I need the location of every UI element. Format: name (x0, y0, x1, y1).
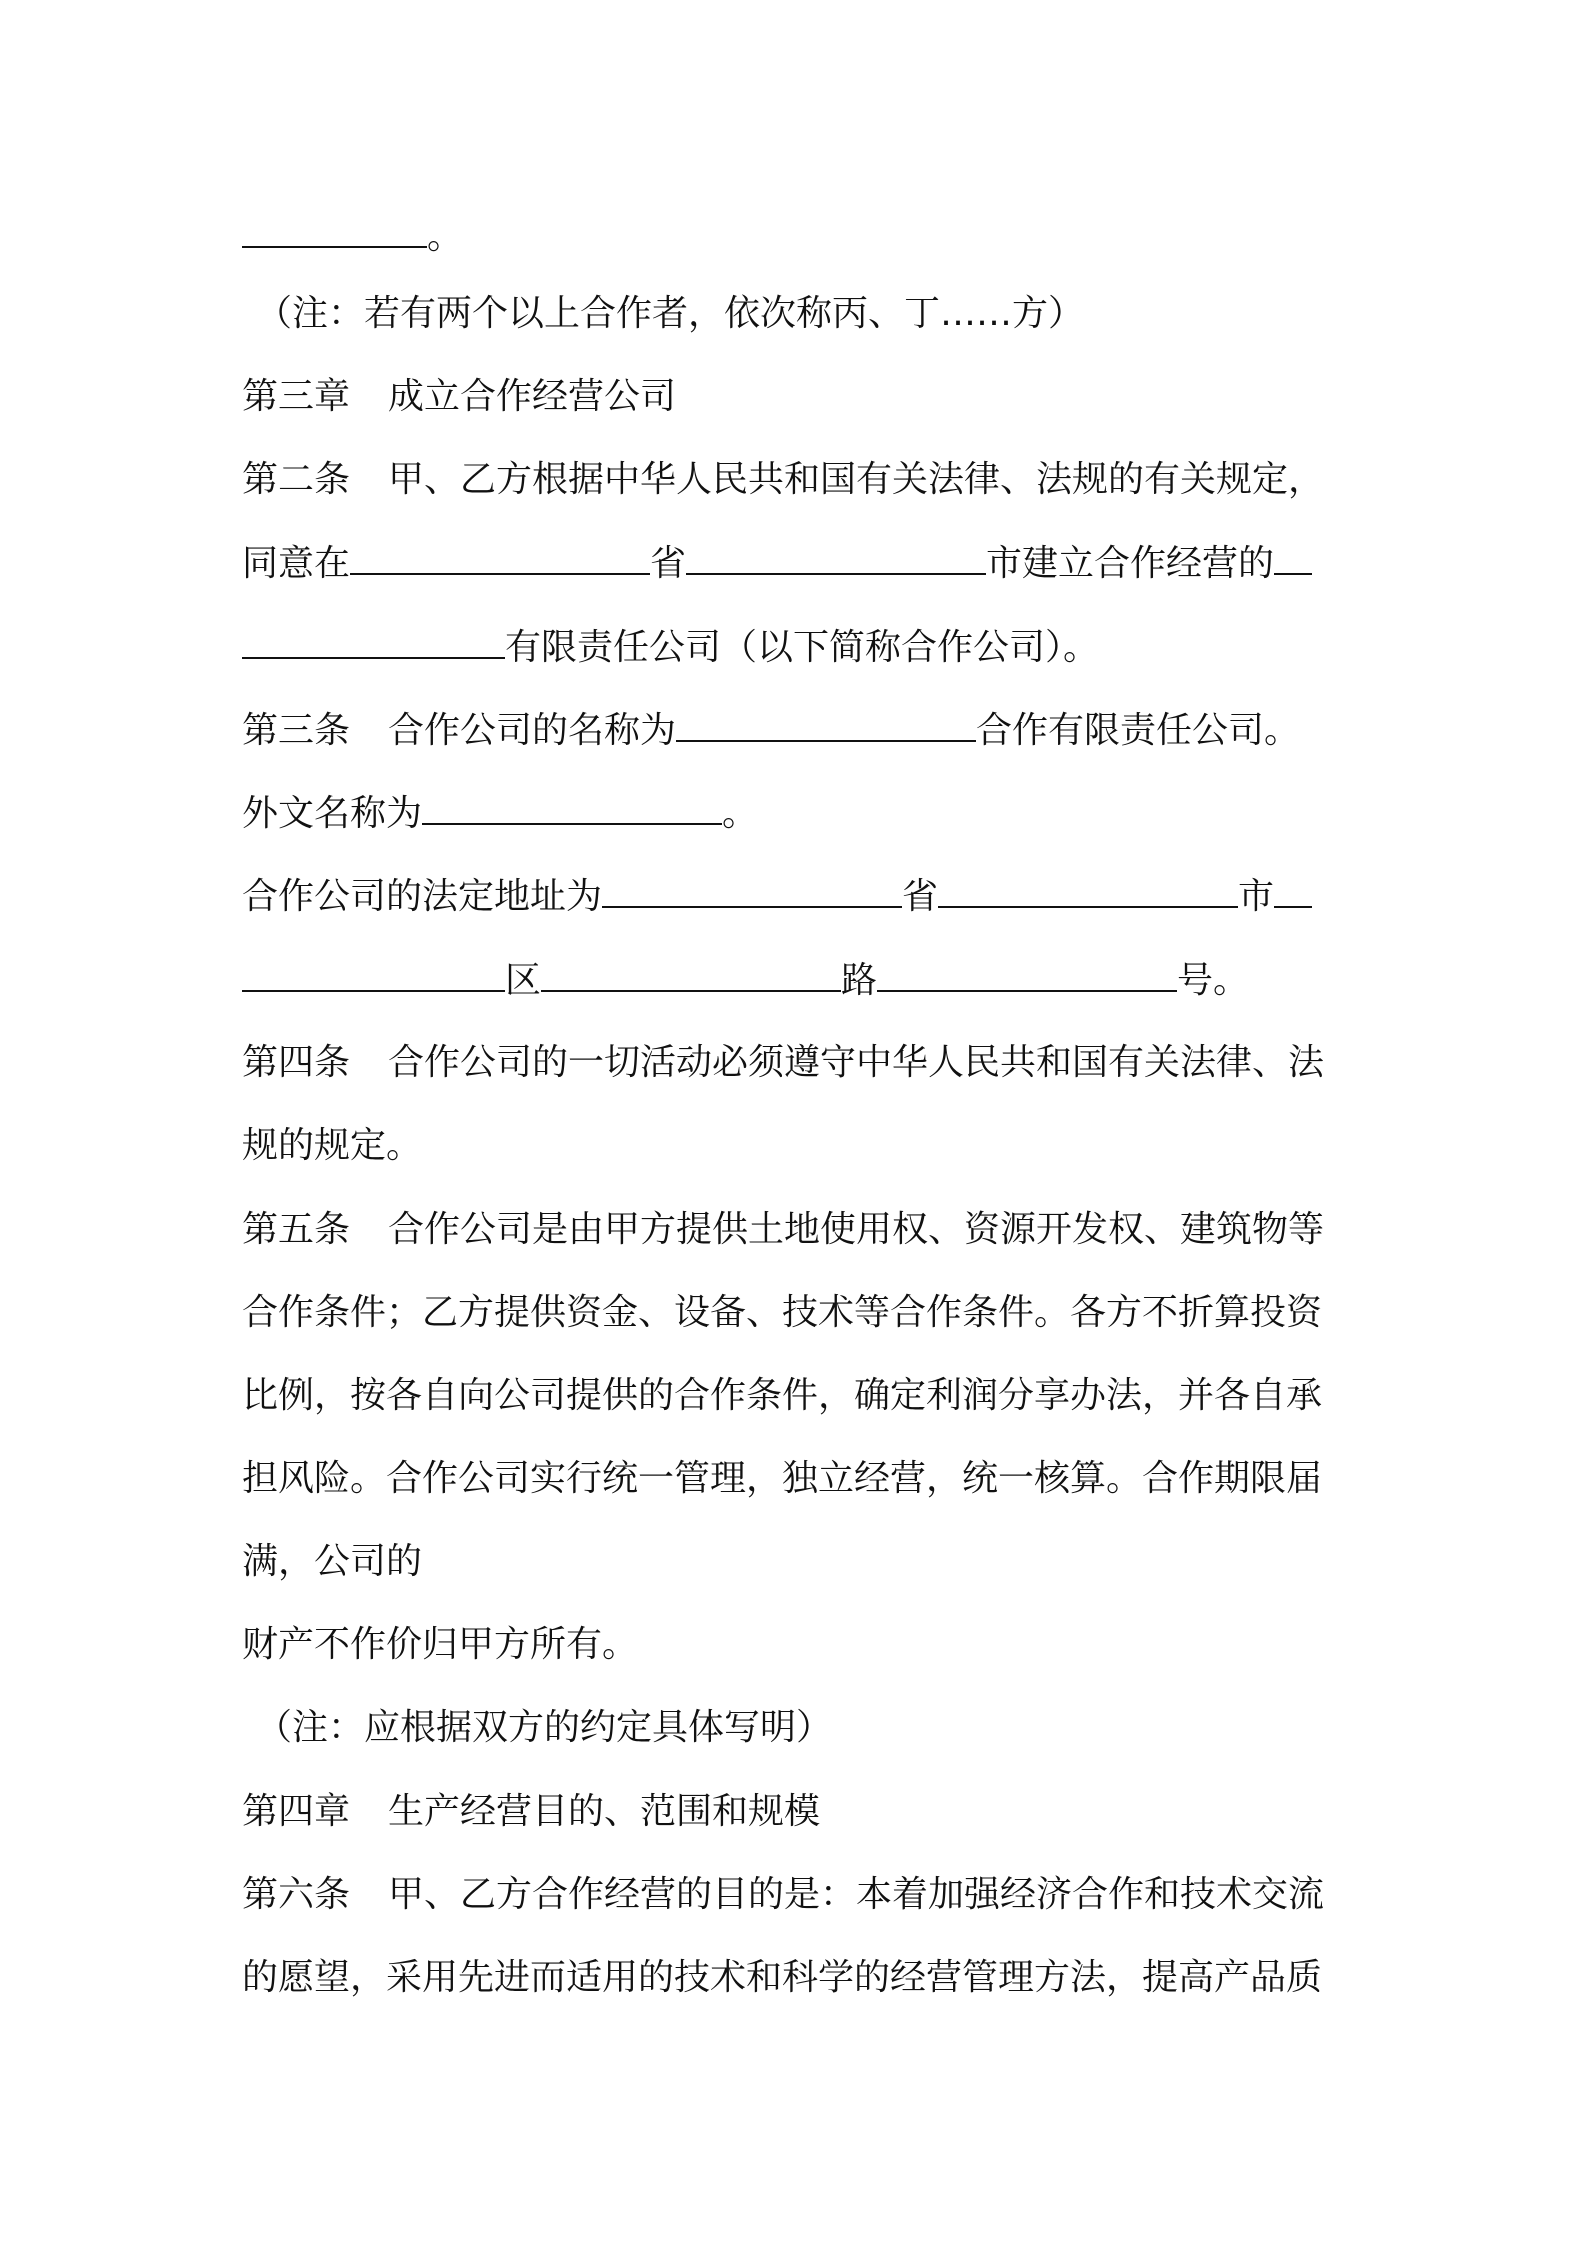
article-number: 第二条 (242, 459, 351, 500)
text-line (242, 1948, 1362, 2008)
line-text: 同意在 (242, 543, 351, 584)
article-line (242, 700, 1362, 760)
fill-in-blank[interactable] (1274, 533, 1312, 575)
line-text: 号。 (1177, 960, 1250, 1001)
text-line (242, 1366, 1362, 1426)
article-number: 第四条 (242, 1042, 351, 1083)
text-line (242, 206, 1362, 266)
article-line (242, 1200, 1362, 1260)
line-text: 合作条件；乙方提供资金、设备、技术等合作条件。各方不折算投资 (242, 1292, 1323, 1333)
chapter-heading (242, 367, 1362, 427)
article-number: 第三条 (242, 710, 351, 751)
chapter-number: 第三章 (242, 376, 351, 417)
line-text: 财产不作价归甲方所有。 (242, 1624, 639, 1665)
line-text: 合作公司的名称为 (388, 710, 677, 751)
text-line (242, 1532, 1362, 1592)
article-number: 第六条 (242, 1874, 351, 1915)
note-line (242, 284, 1376, 344)
line-text: 甲、乙方合作经营的目的是：本着加强经济合作和技术交流 (388, 1874, 1325, 1915)
line-text: 市 (1238, 876, 1275, 917)
line-text: 甲、乙方根据中华人民共和国有关法律、法规的有关规定， (388, 459, 1325, 500)
fill-in-blank[interactable] (676, 700, 976, 742)
line-text: 合作公司的法定地址为 (242, 876, 603, 917)
text-line (242, 866, 1362, 926)
article-number: 第五条 (242, 1209, 351, 1250)
chapter-number: 第四章 (242, 1791, 351, 1832)
line-text: 合作公司是由甲方提供土地使用权、资源开发权、建筑物等 (388, 1209, 1325, 1250)
text-line (242, 1283, 1362, 1343)
line-text: 合作有限责任公司。 (976, 710, 1301, 751)
chapter-title: 生产经营目的、范围和规模 (388, 1791, 821, 1832)
text-line (242, 617, 1362, 677)
fill-in-blank[interactable] (1274, 866, 1312, 908)
text-line (242, 950, 1362, 1010)
fill-in-blank[interactable] (938, 866, 1238, 908)
fill-in-blank[interactable] (242, 617, 505, 659)
note-text: （注：应根据双方的约定具体写明） (256, 1707, 833, 1748)
article-line (242, 1865, 1362, 1925)
text-line (242, 1116, 1362, 1176)
line-text: 满，公司的 (242, 1541, 423, 1582)
fill-in-blank[interactable] (242, 950, 505, 992)
text-line (242, 783, 1362, 843)
line-text: 区 (505, 960, 542, 1001)
chapter-title: 成立合作经营公司 (388, 376, 677, 417)
fill-in-blank[interactable] (422, 783, 722, 825)
text-line (242, 1449, 1362, 1509)
text-line (242, 533, 1362, 593)
fill-in-blank[interactable] (242, 206, 427, 248)
article-line (242, 1033, 1362, 1093)
line-text: 规的规定。 (242, 1125, 423, 1166)
line-text: 路 (841, 960, 878, 1001)
fill-in-blank[interactable] (686, 533, 986, 575)
line-text: 外文名称为 (242, 793, 423, 834)
line-text: 。 (427, 216, 464, 257)
line-text: 担风险。合作公司实行统一管理，独立经营，统一核算。合作期限届 (242, 1458, 1323, 1499)
fill-in-blank[interactable] (602, 866, 902, 908)
line-text: 市建立合作经营的 (986, 543, 1275, 584)
fill-in-blank[interactable] (877, 950, 1177, 992)
line-text: 省 (650, 543, 687, 584)
line-text: 比例，按各自向公司提供的合作条件，确定利润分享办法，并各自承 (242, 1375, 1323, 1416)
line-text: 有限责任公司（以下简称合作公司）。 (505, 627, 1100, 668)
line-text: 省 (902, 876, 939, 917)
fill-in-blank[interactable] (350, 533, 650, 575)
text-line (242, 1615, 1362, 1675)
article-line (242, 450, 1362, 510)
line-text: 。 (722, 793, 759, 834)
fill-in-blank[interactable] (541, 950, 841, 992)
note-line (242, 1698, 1376, 1758)
chapter-heading (242, 1782, 1362, 1842)
note-text: （注：若有两个以上合作者，依次称丙、丁……方） (256, 293, 1085, 334)
line-text: 合作公司的一切活动必须遵守中华人民共和国有关法律、法 (388, 1042, 1325, 1083)
line-text: 的愿望，采用先进而适用的技术和科学的经营管理方法，提高产品质 (242, 1957, 1323, 1998)
